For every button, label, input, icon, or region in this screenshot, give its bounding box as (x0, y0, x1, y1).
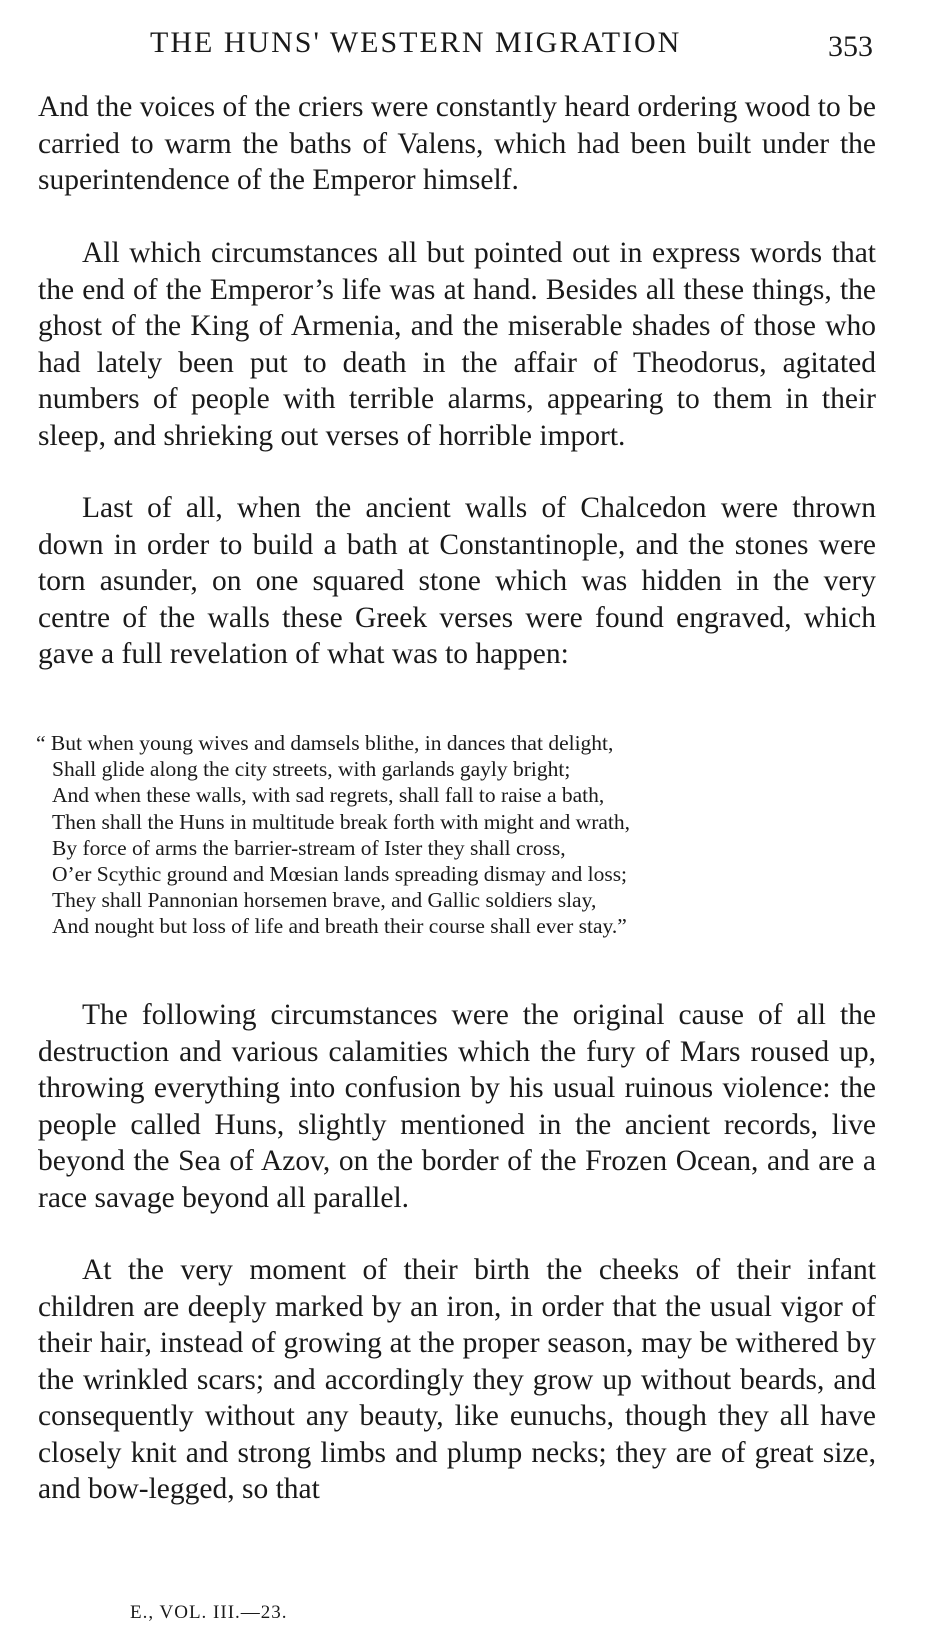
running-title: THE HUNS' WESTERN MIGRATION (150, 26, 682, 59)
verse-line: By force of arms the barrier-stream of Ister they shall cross, (52, 835, 566, 860)
greek-verse-block (36, 730, 876, 940)
verse-line: Shall glide along the city streets, with garlands gayly bright; (52, 757, 571, 782)
signature-mark: E., VOL. III.—23. (130, 1602, 288, 1623)
verse-line: Then shall the Huns in multitude break forth with might and wrath, (52, 809, 631, 834)
paragraph-baths-of-valens: And the voices of the criers were constantly heard ordering wood to be carried to warm the baths of Valens, which had been built under the superintendence of the Emperor himself. (38, 91, 876, 196)
page-number: 353 (828, 30, 873, 63)
verse-line: “ But when young wives and damsels blithe, in dances that delight, (36, 731, 614, 755)
paragraph-huns-origin: The following circumstances were the original cause of all the destruction and various calamities which the fury of Mars roused up, throwing everything into confusion by his usual ruinous violence: the people called Huns, slightly mentioned in the ancient records, live beyond the Sea of Azov, on the border of the Frozen Ocean, and are a race savage beyond all parallel. (38, 999, 876, 1214)
paragraph-omens: All which circumstances all but pointed out in express words that the end of the Emperor’s life was at hand. Besides all these things, the ghost of the King of Armenia, and the miserable shades of those who had lately been put to death in the affair of Theodorus, agitated numbers of people with terrible alarms, appearing to them in their sleep, and shrieking out verses of horrible import. (38, 237, 876, 452)
verse-line: They shall Pannonian horsemen brave, and Gallic soldiers slay, (52, 888, 597, 913)
verse-line: And when these walls, with sad regrets, shall fall to raise a bath, (52, 783, 605, 808)
verse-line: O’er Scythic ground and Mœsian lands spreading dismay and loss; (52, 862, 628, 887)
paragraph-huns-appearance: At the very moment of their birth the cheeks of their infant children are deeply marked by an iron, in order that the usual vigor of their hair, instead of growing at the proper season, may be withered by the wrinkled scars; and accordingly they grow up without beards, and consequently without any beauty, like eunuchs, though they all have closely knit and strong limbs and plump necks; they are of great size, and bow-legged, so that (38, 1254, 876, 1505)
verse-line: And nought but loss of life and breath their course shall ever stay.” (52, 914, 627, 939)
paragraph-chalcedon-walls: Last of all, when the ancient walls of Chalcedon were thrown down in order to build a bath at Constantinople, and the stones were torn asunder, on one squared stone which was hidden in the very centre of the walls these Greek verses were found engraved, which gave a full revelation of what was to happen: (38, 492, 876, 670)
